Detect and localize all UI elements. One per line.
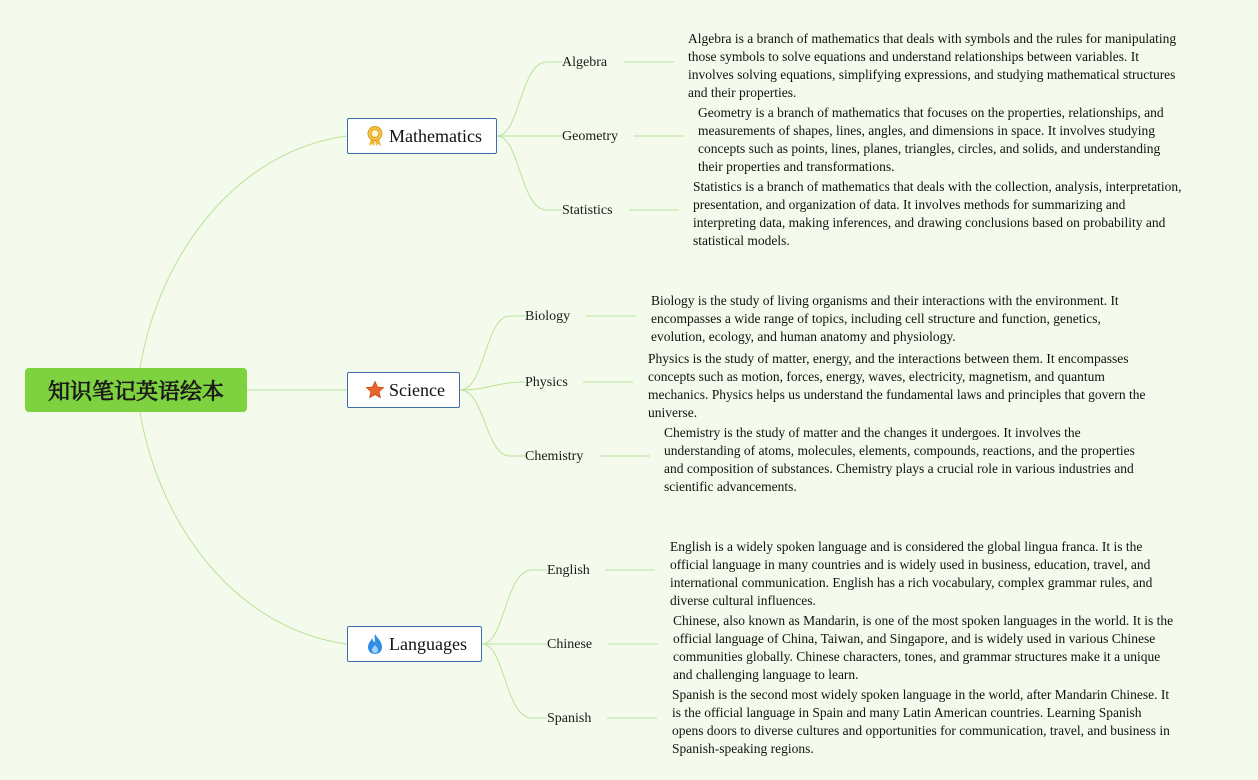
root-topic-label: 知识笔记英语绘本 xyxy=(47,379,224,405)
note-statistics: Statistics is a branch of mathematics that deals with the collection, analysis, interpretation, presentation, and organization of data. It involves methods for summarizing and interpreting data, making inferences, and drawing conclusions based on probability and statistical models. xyxy=(693,179,1182,248)
topic-label: Languages xyxy=(389,633,467,654)
subtopic-biology[interactable]: Biology xyxy=(525,309,571,324)
note-spanish: Spanish is the second most widely spoken language in the world, after Mandarin Chinese. It is the official language in Spain and many Latin American countries. Learning Spanish opens doors to diverse cultures and opportunities for communication, travel, and business in Spanish-speaking regions. xyxy=(672,687,1170,756)
subtopic-chinese[interactable]: Chinese xyxy=(547,637,593,652)
note-chinese: Chinese, also known as Mandarin, is one of the most spoken languages in the world. It is the official language of China, Taiwan, and Singapore, and is widely used in various Chinese communities globally. Chinese characters, tones, and grammar structures make it a unique and challenging language to learn. xyxy=(673,613,1174,682)
note-physics: Physics is the study of matter, energy, and the interactions between them. It encompasses concepts such as motion, forces, energy, waves, electricity, magnetism, and quantum mechanics. Physics helps us understand the fundamental laws and principles that govern the universe. xyxy=(648,351,1146,420)
subtopic-english[interactable]: English xyxy=(547,563,590,578)
star-icon xyxy=(364,379,385,401)
note-english: English is a widely spoken language and is considered the global lingua franca. It is the official language in many countries and is widely used in business, education, travel, and international communication. English has a rich vocabulary, complex grammar rules, and diverse cultural influences. xyxy=(670,539,1153,608)
note-chemistry: Chemistry is the study of matter and the changes it undergoes. It involves the understanding of atoms, molecules, elements, compounds, reactions, and the properties and composition of substances. Chemistry plays a crucial role in various industries and scientific advancements. xyxy=(664,425,1135,494)
topic-mathematics[interactable] xyxy=(347,118,497,154)
note-algebra: Algebra is a branch of mathematics that deals with symbols and the rules for manipulating those symbols to solve equations and understand relationships between variables. It involves solving equations, simplifying expressions, and studying mathematical structures and their properties. xyxy=(688,31,1177,100)
topic-languages[interactable] xyxy=(347,626,482,662)
root-topic[interactable] xyxy=(25,368,247,412)
topic-science[interactable] xyxy=(347,372,460,408)
topic-label: Mathematics xyxy=(389,125,482,146)
subtopic-geometry[interactable]: Geometry xyxy=(562,129,618,144)
flame-icon xyxy=(364,633,385,655)
subtopic-algebra[interactable]: Algebra xyxy=(562,55,608,70)
subtopic-physics[interactable]: Physics xyxy=(525,375,568,390)
note-geometry: Geometry is a branch of mathematics that focuses on the properties, relationships, and measurements of shapes, lines, angles, and dimensions in space. It involves studying concepts such as points, lines, planes, triangles, circles, and solids, and understanding their properties and transformations. xyxy=(698,105,1164,174)
subtopic-chemistry[interactable]: Chemistry xyxy=(525,449,584,464)
subtopic-spanish[interactable]: Spanish xyxy=(547,711,592,726)
subtopic-statistics[interactable]: Statistics xyxy=(562,203,613,218)
topic-label: Science xyxy=(389,379,445,400)
award-ribbon-icon xyxy=(364,125,385,147)
note-biology: Biology is the study of living organisms and their interactions with the environment. It encompasses a wide range of topics, including cell structure and function, genetics, evolution, ecology, and human anatomy and physiology. xyxy=(651,293,1119,344)
